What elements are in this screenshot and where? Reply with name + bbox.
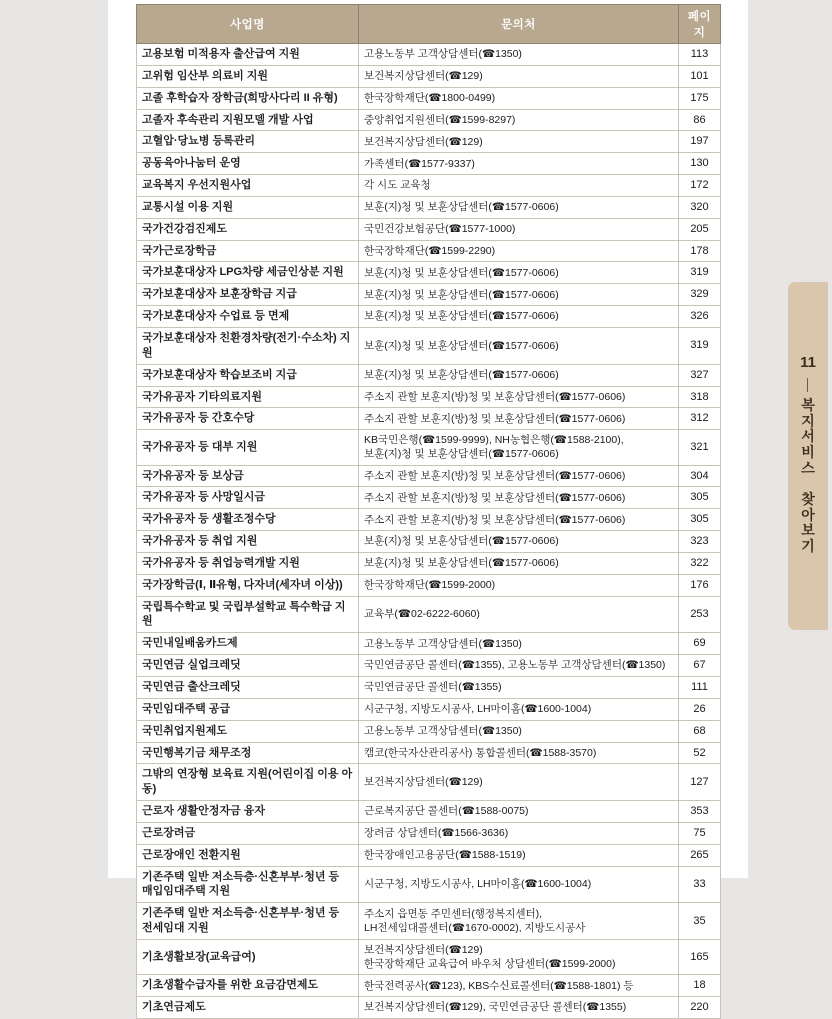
cell-contact: 주소지 관할 보훈지(방)청 및 보훈상담센터(☎1577-0606) — [359, 408, 679, 430]
cell-service-name: 국민내일배움카드제 — [137, 633, 359, 655]
table-row — [137, 240, 721, 262]
chapter-label-char: 보 — [801, 522, 815, 539]
table-row — [137, 531, 721, 553]
cell-service-name: 고용보험 미적용자 출산급여 지원 — [137, 44, 359, 66]
cell-service-name: 국가유공자 등 간호수당 — [137, 408, 359, 430]
chapter-label-char: 찾 — [801, 491, 815, 508]
cell-contact: 보훈(지)청 및 보훈상담센터(☎1577-0606) — [359, 552, 679, 574]
table-row — [137, 552, 721, 574]
cell-page-number: 323 — [679, 531, 721, 553]
cell-service-name: 국가유공자 기타의료지원 — [137, 386, 359, 408]
cell-page-number: 52 — [679, 742, 721, 764]
cell-contact: 보건복지상담센터(☎129) 한국장학재단 교육급여 바우처 상담센터(☎1599-2000) — [359, 939, 679, 974]
cell-service-name: 기존주택 일반 저소득층·신혼부부·청년 등 전세임대 지원 — [137, 903, 359, 940]
cell-service-name: 고위험 임산부 의료비 지원 — [137, 65, 359, 87]
cell-page-number: 33 — [679, 866, 721, 903]
cell-contact: 장려금 상담센터(☎1566-3636) — [359, 822, 679, 844]
table-row — [137, 764, 721, 801]
table-row — [137, 742, 721, 764]
table-row — [137, 408, 721, 430]
table-row — [137, 698, 721, 720]
cell-contact: 보건복지상담센터(☎129) — [359, 131, 679, 153]
cell-service-name: 국가보훈대상자 친환경차량(전기·수소차) 지원 — [137, 327, 359, 364]
cell-page-number: 26 — [679, 698, 721, 720]
cell-contact: 보훈(지)청 및 보훈상담센터(☎1577-0606) — [359, 364, 679, 386]
cell-contact: 보훈(지)청 및 보훈상담센터(☎1577-0606) — [359, 327, 679, 364]
chapter-label-char: 기 — [801, 538, 815, 555]
column-header-contact: 문의처 — [359, 5, 679, 44]
cell-service-name: 근로장애인 전환지원 — [137, 844, 359, 866]
cell-contact: 국민건강보험공단(☎1577-1000) — [359, 218, 679, 240]
cell-service-name: 국민임대주택 공급 — [137, 698, 359, 720]
table-row — [137, 939, 721, 974]
cell-contact: 한국장학재단(☎1800-0499) — [359, 87, 679, 109]
chapter-number: 11 — [800, 354, 816, 371]
cell-page-number: 101 — [679, 65, 721, 87]
cell-service-name: 국가유공자 등 생활조정수당 — [137, 509, 359, 531]
cell-page-number: 68 — [679, 720, 721, 742]
cell-service-name: 근로자 생활안정자금 융자 — [137, 801, 359, 823]
cell-service-name: 근로장려금 — [137, 822, 359, 844]
table-row — [137, 676, 721, 698]
cell-page-number: 67 — [679, 655, 721, 677]
cell-contact: 보건복지상담센터(☎129), 국민연금공단 콜센터(☎1355) — [359, 997, 679, 1019]
table-row — [137, 44, 721, 66]
cell-contact: 고용노동부 고객상담센터(☎1350) — [359, 720, 679, 742]
cell-contact: 시군구청, 지방도시공사, LH마이홈(☎1600-1004) — [359, 698, 679, 720]
cell-contact: 고용노동부 고객상담센터(☎1350) — [359, 633, 679, 655]
cell-service-name: 국가보훈대상자 보훈장학금 지급 — [137, 284, 359, 306]
cell-service-name: 국민연금 실업크레딧 — [137, 655, 359, 677]
cell-contact: 보건복지상담센터(☎129) — [359, 65, 679, 87]
cell-service-name: 국가건강검진제도 — [137, 218, 359, 240]
cell-service-name: 기초생활보장(교육급여) — [137, 939, 359, 974]
cell-page-number: 86 — [679, 109, 721, 131]
table-row — [137, 633, 721, 655]
table-row — [137, 574, 721, 596]
table-header-row — [137, 5, 721, 44]
cell-contact: 주소지 읍면동 주민센터(행정복지센터), LH전세임대콜센터(☎1670-0002), 지방도시공사 — [359, 903, 679, 940]
table-row — [137, 720, 721, 742]
chapter-side-tab — [788, 282, 828, 630]
table-row — [137, 87, 721, 109]
cell-contact: 보훈(지)청 및 보훈상담센터(☎1577-0606) — [359, 196, 679, 218]
table-row — [137, 975, 721, 997]
cell-contact: 보훈(지)청 및 보훈상담센터(☎1577-0606) — [359, 262, 679, 284]
table-row — [137, 175, 721, 197]
cell-service-name: 고졸자 후속관리 지원모델 개발 사업 — [137, 109, 359, 131]
cell-service-name: 국가유공자 등 취업능력개발 지원 — [137, 552, 359, 574]
cell-service-name: 국가유공자 등 보상금 — [137, 465, 359, 487]
cell-page-number: 220 — [679, 997, 721, 1019]
cell-contact: 중앙취업지원센터(☎1599-8297) — [359, 109, 679, 131]
cell-page-number: 305 — [679, 509, 721, 531]
table-row — [137, 364, 721, 386]
cell-contact: 한국장학재단(☎1599-2000) — [359, 574, 679, 596]
cell-contact: 보훈(지)청 및 보훈상담센터(☎1577-0606) — [359, 284, 679, 306]
cell-page-number: 175 — [679, 87, 721, 109]
cell-service-name: 국가근로장학금 — [137, 240, 359, 262]
chapter-label-char: 스 — [801, 459, 815, 476]
cell-page-number: 321 — [679, 430, 721, 465]
table-row — [137, 866, 721, 903]
cell-page-number: 319 — [679, 327, 721, 364]
cell-contact: 보훈(지)청 및 보훈상담센터(☎1577-0606) — [359, 531, 679, 553]
table-row — [137, 284, 721, 306]
table-row — [137, 306, 721, 328]
table-row — [137, 386, 721, 408]
cell-page-number: 35 — [679, 903, 721, 940]
cell-service-name: 국민취업지원제도 — [137, 720, 359, 742]
table-row — [137, 327, 721, 364]
chapter-label-char: 지 — [801, 412, 815, 429]
cell-contact: 주소지 관할 보훈지(방)청 및 보훈상담센터(☎1577-0606) — [359, 509, 679, 531]
cell-page-number: 312 — [679, 408, 721, 430]
cell-page-number: 305 — [679, 487, 721, 509]
cell-page-number: 326 — [679, 306, 721, 328]
cell-service-name: 국민연금 출산크레딧 — [137, 676, 359, 698]
cell-page-number: 327 — [679, 364, 721, 386]
cell-page-number: 127 — [679, 764, 721, 801]
table-row — [137, 655, 721, 677]
cell-contact: 시군구청, 지방도시공사, LH마이홈(☎1600-1004) — [359, 866, 679, 903]
cell-page-number: 353 — [679, 801, 721, 823]
cell-contact: 보건복지상담센터(☎129) — [359, 764, 679, 801]
table-row — [137, 109, 721, 131]
cell-page-number: 265 — [679, 844, 721, 866]
cell-contact: 교육부(☎02-6222-6060) — [359, 596, 679, 633]
cell-service-name: 교통시설 이용 지원 — [137, 196, 359, 218]
cell-service-name: 국가보훈대상자 LPG차량 세금인상분 지원 — [137, 262, 359, 284]
chapter-label-char: 비 — [801, 444, 815, 461]
cell-page-number: 318 — [679, 386, 721, 408]
cell-page-number: 69 — [679, 633, 721, 655]
cell-service-name: 공동육아나눔터 운영 — [137, 153, 359, 175]
cell-service-name: 고혈압·당뇨병 등록관리 — [137, 131, 359, 153]
table-row — [137, 430, 721, 465]
cell-service-name: 그밖의 연장형 보육료 지원(어린이집 이용 아동) — [137, 764, 359, 801]
table-row — [137, 218, 721, 240]
cell-page-number: 322 — [679, 552, 721, 574]
table-row — [137, 822, 721, 844]
cell-service-name: 고졸 후학습자 장학금(희망사다리 II 유형) — [137, 87, 359, 109]
cell-contact: 주소지 관할 보훈지(방)청 및 보훈상담센터(☎1577-0606) — [359, 386, 679, 408]
chapter-label-char: 복 — [801, 397, 815, 413]
cell-page-number: 113 — [679, 44, 721, 66]
table-row — [137, 903, 721, 940]
cell-service-name: 국가보훈대상자 학습보조비 지급 — [137, 364, 359, 386]
cell-contact: 고용노동부 고객상담센터(☎1350) — [359, 44, 679, 66]
cell-contact: KB국민은행(☎1599-9999), NH농협은행(☎1588-2100), 보훈(지)청 및 보훈상담센터(☎1577-0606) — [359, 430, 679, 465]
cell-contact: 국민연금공단 콜센터(☎1355), 고용노동부 고객상담센터(☎1350) — [359, 655, 679, 677]
cell-page-number: 165 — [679, 939, 721, 974]
cell-page-number: 172 — [679, 175, 721, 197]
cell-contact: 주소지 관할 보훈지(방)청 및 보훈상담센터(☎1577-0606) — [359, 465, 679, 487]
cell-contact: 각 시도 교육청 — [359, 175, 679, 197]
cell-service-name: 교육복지 우선지원사업 — [137, 175, 359, 197]
cell-page-number: 75 — [679, 822, 721, 844]
table-row — [137, 487, 721, 509]
cell-contact: 국민연금공단 콜센터(☎1355) — [359, 676, 679, 698]
cell-contact: 보훈(지)청 및 보훈상담센터(☎1577-0606) — [359, 306, 679, 328]
cell-service-name: 국가보훈대상자 수업료 등 면제 — [137, 306, 359, 328]
cell-contact: 가족센터(☎1577-9337) — [359, 153, 679, 175]
cell-page-number: 319 — [679, 262, 721, 284]
table-row — [137, 465, 721, 487]
cell-service-name: 국립특수학교 및 국립부설학교 특수학급 지원 — [137, 596, 359, 633]
table-row — [137, 509, 721, 531]
cell-page-number: 18 — [679, 975, 721, 997]
cell-service-name: 국가유공자 등 사망일시금 — [137, 487, 359, 509]
cell-page-number: 197 — [679, 131, 721, 153]
cell-page-number: 329 — [679, 284, 721, 306]
chapter-label-char — [788, 476, 828, 492]
cell-contact: 한국장애인고용공단(☎1588-1519) — [359, 844, 679, 866]
cell-contact: 주소지 관할 보훈지(방)청 및 보훈상담센터(☎1577-0606) — [359, 487, 679, 509]
cell-page-number: 176 — [679, 574, 721, 596]
cell-page-number: 320 — [679, 196, 721, 218]
cell-service-name: 국가장학금(Ⅰ, Ⅱ유형, 다자녀(세자녀 이상)) — [137, 574, 359, 596]
cell-service-name: 국민행복기금 채무조정 — [137, 742, 359, 764]
table-row — [137, 997, 721, 1019]
table-row — [137, 596, 721, 633]
column-header-service-name: 사업명 — [137, 5, 359, 44]
table-row — [137, 196, 721, 218]
cell-service-name: 기존주택 일반 저소득층·신혼부부·청년 등 매입임대주택 지원 — [137, 866, 359, 903]
table-row — [137, 153, 721, 175]
cell-service-name: 기초생활수급자를 위한 요금감면제도 — [137, 975, 359, 997]
cell-page-number: 304 — [679, 465, 721, 487]
cell-page-number: 178 — [679, 240, 721, 262]
table-row — [137, 131, 721, 153]
service-index-table — [136, 4, 721, 1019]
table-row — [137, 801, 721, 823]
cell-contact: 근로복지공단 콜센터(☎1588-0075) — [359, 801, 679, 823]
cell-contact: 한국전력공사(☎123), KBS수신료콜센터(☎1588-1801) 등 — [359, 975, 679, 997]
chapter-label — [788, 398, 828, 555]
table-row — [137, 262, 721, 284]
cell-service-name: 국가유공자 등 대부 지원 — [137, 430, 359, 465]
service-index-table-wrapper — [136, 4, 720, 1019]
cell-service-name: 기초연금제도 — [137, 997, 359, 1019]
column-header-page: 페이지 — [679, 5, 721, 44]
cell-service-name: 국가유공자 등 취업 지원 — [137, 531, 359, 553]
cell-page-number: 130 — [679, 153, 721, 175]
chapter-label-char: 아 — [801, 506, 815, 523]
cell-page-number: 111 — [679, 676, 721, 698]
cell-contact: 한국장학재단(☎1599-2290) — [359, 240, 679, 262]
cell-contact: 캠코(한국자산관리공사) 통합콜센터(☎1588-3570) — [359, 742, 679, 764]
chapter-label-char: 서 — [801, 428, 815, 445]
cell-page-number: 205 — [679, 218, 721, 240]
cell-page-number: 253 — [679, 596, 721, 633]
table-row — [137, 65, 721, 87]
table-body — [137, 44, 721, 1019]
chapter-divider — [807, 378, 808, 392]
table-row — [137, 844, 721, 866]
